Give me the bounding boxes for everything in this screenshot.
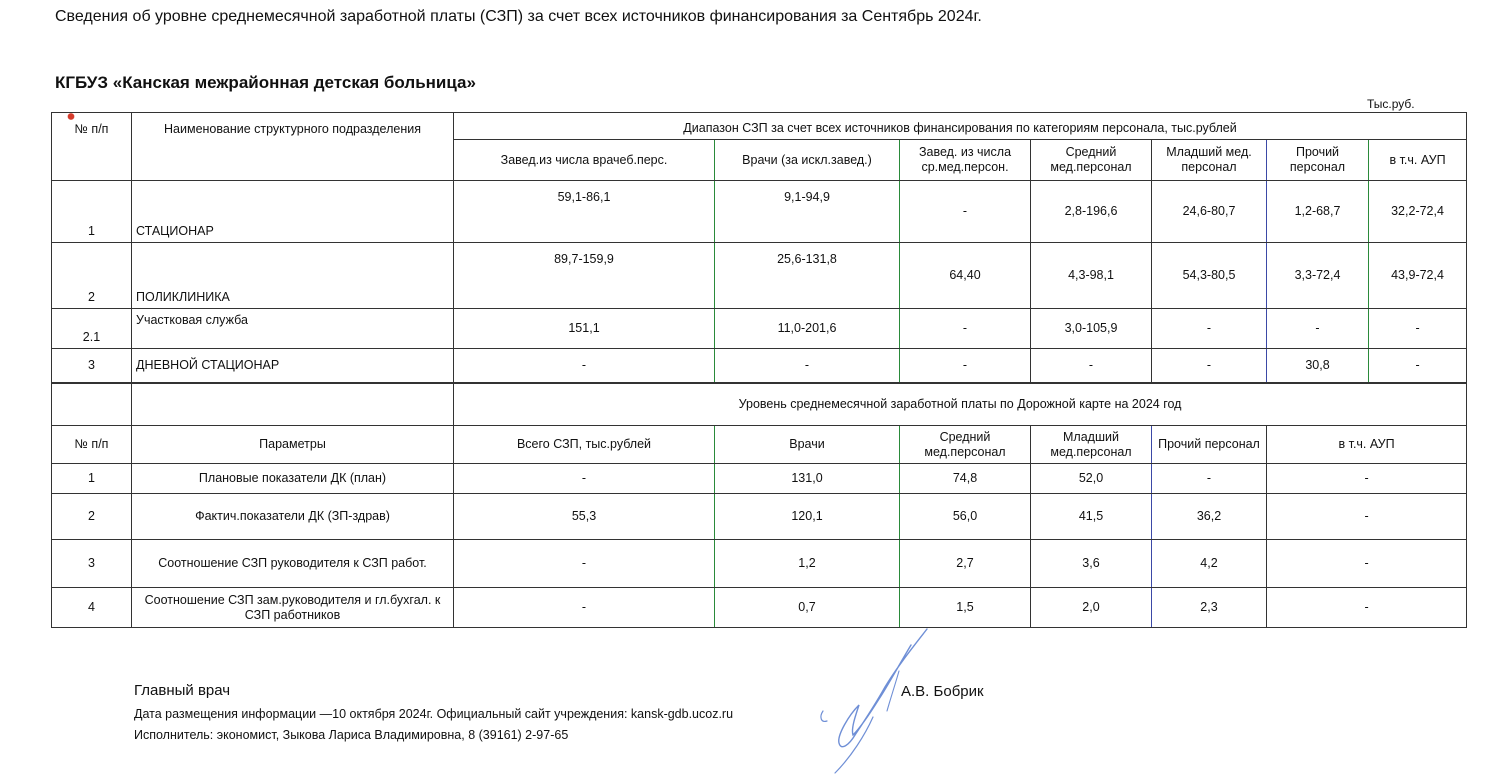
cell-value: 131,0 (715, 464, 900, 494)
executor-line: Исполнитель: экономист, Зыкова Лариса Владимировна, 8 (39161) 2-97-65 (134, 728, 569, 742)
range-header-col: Завед.из числа врачеб.перс. (454, 140, 715, 181)
range-header-col: Прочий персонал (1267, 140, 1369, 181)
cell-value: 2,0 (1031, 588, 1152, 628)
cell-value: 89,7-159,9 (454, 243, 715, 309)
row-num: 1 (52, 464, 132, 494)
range-header-col: Младший мед. персонал (1152, 140, 1267, 181)
cell-value: 9,1-94,9 (715, 181, 900, 243)
row-name: Плановые показатели ДК (план) (132, 464, 454, 494)
row-name: ДНЕВНОЙ СТАЦИОНАР (132, 349, 454, 383)
cell-value: 64,40 (900, 243, 1031, 309)
range-group-header: Диапазон СЗП за счет всех источников финансирования по категориям персонала, тыс.рублей (454, 113, 1467, 140)
roadmap-header-col: Младший мед.персонал (1031, 426, 1152, 464)
cell-value: 1,2-68,7 (1267, 181, 1369, 243)
table-row (52, 243, 1467, 309)
cell-value: 3,3-72,4 (1267, 243, 1369, 309)
row-name: СТАЦИОНАР (132, 181, 454, 243)
cell-value: 56,0 (900, 494, 1031, 540)
cell-value: - (715, 349, 900, 383)
row-num: 2 (52, 494, 132, 540)
cell-value: 1,2 (715, 540, 900, 588)
salary-range-table (51, 112, 1467, 383)
cell-value: - (1267, 309, 1369, 349)
cell-value: 120,1 (715, 494, 900, 540)
cell-value: 3,0-105,9 (1031, 309, 1152, 349)
cell-value: - (1152, 309, 1267, 349)
range-header-name: Наименование структурного подразделения (132, 113, 454, 181)
cell-value: 41,5 (1031, 494, 1152, 540)
roadmap-header-col: Прочий персонал (1152, 426, 1267, 464)
cell-value: 55,3 (454, 494, 715, 540)
cell-value: - (1267, 540, 1467, 588)
cell-value: - (900, 309, 1031, 349)
cell-value: 11,0-201,6 (715, 309, 900, 349)
roadmap-header-num: № п/п (52, 426, 132, 464)
cell-value: - (454, 464, 715, 494)
cell-value: - (1369, 309, 1467, 349)
cell-value: - (900, 349, 1031, 383)
cell-value: 2,3 (1152, 588, 1267, 628)
table-row (52, 494, 1467, 540)
cell-value: 1,5 (900, 588, 1031, 628)
range-header-col: Средний мед.персонал (1031, 140, 1152, 181)
cell-value: 4,2 (1152, 540, 1267, 588)
document-title: Сведения об уровне среднемесячной заработной платы (СЗП) за счет всех источников финансирования за Сентябрь 2024г. (55, 8, 982, 25)
row-name: Соотношение СЗП зам.руководителя и гл.бухгал. к СЗП работников (132, 588, 454, 628)
roadmap-header-params: Параметры (132, 426, 454, 464)
cell-value: - (1152, 464, 1267, 494)
cell-value: 24,6-80,7 (1152, 181, 1267, 243)
range-header-col: Врачи (за искл.завед.) (715, 140, 900, 181)
signer-role: Главный врач (134, 682, 231, 699)
cell-value: 36,2 (1152, 494, 1267, 540)
table-row (52, 464, 1467, 494)
table-row (52, 540, 1467, 588)
stamp-mark (67, 113, 75, 120)
row-name: Участковая служба (132, 309, 454, 349)
roadmap-header-col: в т.ч. АУП (1267, 426, 1467, 464)
cell-value: - (1152, 349, 1267, 383)
row-name: Фактич.показатели ДК (ЗП-здрав) (132, 494, 454, 540)
cell-value: - (1267, 588, 1467, 628)
cell-value: - (454, 540, 715, 588)
row-num: 3 (52, 540, 132, 588)
row-num: 3 (52, 349, 132, 383)
cell-value: 43,9-72,4 (1369, 243, 1467, 309)
cell-value: 4,3-98,1 (1031, 243, 1152, 309)
row-name: Соотношение СЗП руководителя к СЗП работ. (132, 540, 454, 588)
table-row (52, 588, 1467, 628)
cell-value: 59,1-86,1 (454, 181, 715, 243)
roadmap-group-header: Уровень среднемесячной заработной платы по Дорожной карте на 2024 год (454, 384, 1467, 426)
cell-value: 2,8-196,6 (1031, 181, 1152, 243)
cell-value: - (454, 588, 715, 628)
row-num: 2.1 (52, 309, 132, 349)
cell-value: - (900, 181, 1031, 243)
cell-value: - (454, 349, 715, 383)
table-row (52, 309, 1467, 349)
range-header-col: в т.ч. АУП (1369, 140, 1467, 181)
roadmap-table (51, 383, 1467, 628)
range-header-num: № п/п (52, 113, 132, 181)
cell-value: - (1267, 494, 1467, 540)
row-name: ПОЛИКЛИНИКА (132, 243, 454, 309)
table-row (52, 181, 1467, 243)
units-note: Тыс.руб. (1367, 97, 1415, 111)
cell-value: 30,8 (1267, 349, 1369, 383)
range-header-col: Завед. из числа ср.мед.персон. (900, 140, 1031, 181)
roadmap-header-col: Врачи (715, 426, 900, 464)
organization-name: КГБУЗ «Канская межрайонная детская больница» (55, 73, 476, 92)
cell-value: 2,7 (900, 540, 1031, 588)
row-num: 1 (52, 181, 132, 243)
cell-value: - (1369, 349, 1467, 383)
publication-date-line: Дата размещения информации —10 октября 2024г. Официальный сайт учреждения: kansk-gdb.ucoz.ru (134, 707, 734, 721)
cell-value: 74,8 (900, 464, 1031, 494)
cell-value: 52,0 (1031, 464, 1152, 494)
cell-value: 0,7 (715, 588, 900, 628)
row-num: 4 (52, 588, 132, 628)
roadmap-header-col: Средний мед.персонал (900, 426, 1031, 464)
cell-value: - (1031, 349, 1152, 383)
cell-value: 54,3-80,5 (1152, 243, 1267, 309)
cell-value: 25,6-131,8 (715, 243, 900, 309)
cell-value: - (1267, 464, 1467, 494)
roadmap-header-col: Всего СЗП, тыс.рублей (454, 426, 715, 464)
cell-value: 151,1 (454, 309, 715, 349)
signer-name: А.В. Бобрик (901, 683, 984, 700)
table-row (52, 349, 1467, 383)
handwritten-signature (815, 625, 935, 775)
cell-value: 3,6 (1031, 540, 1152, 588)
row-num: 2 (52, 243, 132, 309)
cell-value: 32,2-72,4 (1369, 181, 1467, 243)
